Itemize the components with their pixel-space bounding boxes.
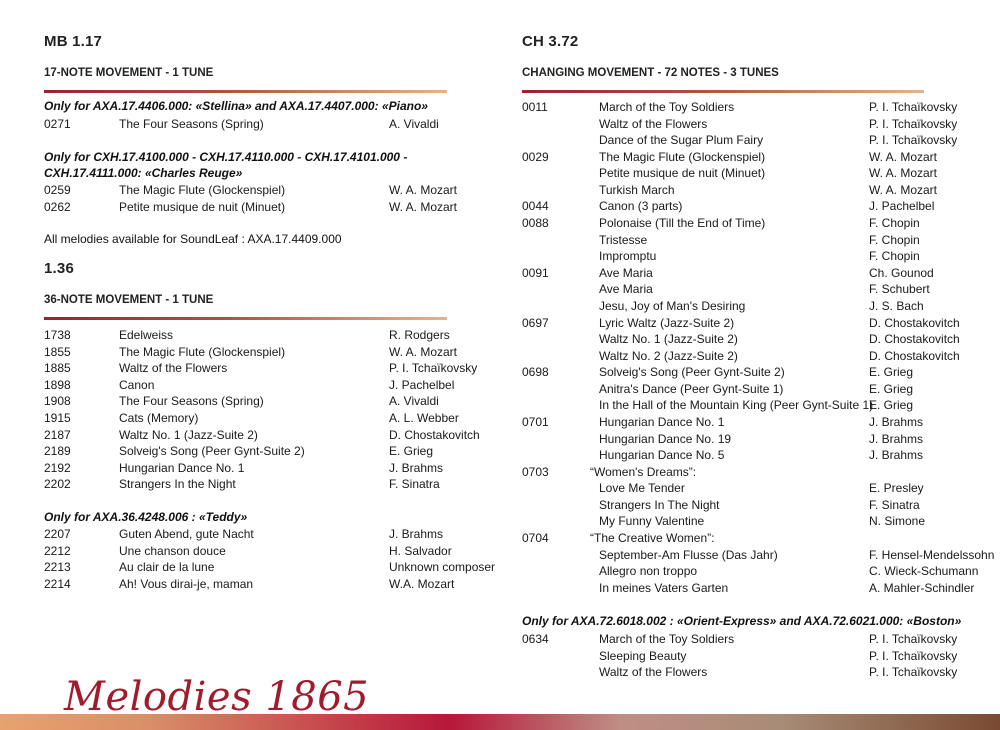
tune-title: Solveig's Song (Peer Gynt-Suite 2) bbox=[119, 444, 305, 459]
composer-name: J. S. Bach bbox=[869, 298, 924, 313]
melody-row bbox=[44, 199, 500, 216]
tune-code: 0701 bbox=[522, 414, 549, 429]
melody-row bbox=[522, 497, 1000, 514]
melody-row bbox=[522, 116, 1000, 133]
composer-name: W. A. Mozart bbox=[869, 182, 938, 197]
tune-code: 2202 bbox=[44, 477, 71, 492]
composer-name: W. A. Mozart bbox=[869, 166, 938, 181]
tune-title: Hungarian Dance No. 1 bbox=[119, 460, 245, 475]
tune-code: 0271 bbox=[44, 117, 71, 131]
section-subtitle-changing: CHANGING MOVEMENT - 72 NOTES - 3 TUNES bbox=[522, 67, 779, 79]
composer-name: F. Chopin bbox=[869, 216, 920, 231]
tune-code: 2192 bbox=[44, 460, 71, 475]
composer-name: H. Salvador bbox=[389, 543, 452, 558]
tune-title: Waltz of the Flowers bbox=[599, 116, 708, 131]
tune-title: In meines Vaters Garten bbox=[599, 580, 729, 595]
divider-rule bbox=[522, 90, 924, 93]
tune-title: Hungarian Dance No. 5 bbox=[599, 448, 725, 463]
tune-code: 0044 bbox=[522, 199, 549, 214]
tune-title: Sleeping Beauty bbox=[599, 648, 687, 663]
composer-name: D. Chostakovitch bbox=[869, 332, 960, 347]
tune-title: Waltz of the Flowers bbox=[119, 361, 228, 376]
tune-code: 1855 bbox=[44, 344, 71, 359]
melody-list bbox=[522, 99, 1000, 596]
tune-title: Strangers In The Night bbox=[599, 497, 720, 512]
composer-name: J. Brahms bbox=[869, 414, 924, 429]
melody-row bbox=[44, 526, 500, 543]
melody-row bbox=[522, 580, 1000, 597]
tune-code: 2214 bbox=[44, 576, 71, 591]
tune-title: In the Hall of the Mountain King (Peer Gynt-Suite 1) bbox=[599, 398, 874, 413]
tune-title: Jesu, Joy of Man's Desiring bbox=[599, 298, 746, 313]
composer-name: E. Grieg bbox=[869, 381, 914, 396]
melody-row bbox=[522, 530, 1000, 547]
tune-code: 0088 bbox=[522, 216, 549, 231]
composer-name: F. Sinatra bbox=[869, 497, 920, 512]
melody-row bbox=[522, 331, 1000, 348]
tune-title: Waltz No. 1 (Jazz-Suite 2) bbox=[119, 427, 258, 442]
tune-title: Ah! Vous dirai-je, maman bbox=[119, 576, 254, 591]
composer-name: A. Mahler-Schindler bbox=[869, 580, 975, 595]
tune-title: Tristesse bbox=[599, 232, 648, 247]
tune-title: Petite musique de nuit (Minuet) bbox=[599, 166, 766, 181]
melody-row bbox=[522, 547, 1000, 564]
melody-row bbox=[44, 410, 500, 427]
tune-code: 2187 bbox=[44, 427, 71, 442]
divider-rule bbox=[44, 90, 447, 93]
tune-title: March of the Toy Soldiers bbox=[599, 632, 735, 646]
composer-name: R. Rodgers bbox=[389, 328, 450, 342]
tune-title: Canon bbox=[119, 377, 155, 392]
melody-row bbox=[522, 431, 1000, 448]
melody-row bbox=[44, 327, 500, 344]
composer-name: P. I. Tchaïkovsky bbox=[869, 100, 958, 114]
tune-title: Turkish March bbox=[599, 182, 675, 197]
melody-row bbox=[522, 182, 1000, 199]
composer-name: Unknown composer bbox=[389, 560, 496, 575]
section-title-ch-3-72: CH 3.72 bbox=[522, 33, 579, 50]
tune-title: Ave Maria bbox=[599, 265, 653, 280]
melody-row bbox=[522, 132, 1000, 149]
tune-code: 1898 bbox=[44, 377, 71, 392]
composer-name: D. Chostakovitch bbox=[869, 348, 960, 363]
tune-title: March of the Toy Soldiers bbox=[599, 100, 735, 114]
tune-title: Canon (3 parts) bbox=[599, 199, 683, 214]
tune-title: Strangers In the Night bbox=[119, 477, 236, 492]
tune-title: The Magic Flute (Glockenspiel) bbox=[119, 344, 286, 359]
melody-row bbox=[522, 563, 1000, 580]
melody-row bbox=[522, 198, 1000, 215]
tune-title: Waltz No. 2 (Jazz-Suite 2) bbox=[599, 348, 738, 363]
melody-row bbox=[44, 476, 500, 493]
melody-row bbox=[522, 265, 1000, 282]
composer-name: J. Brahms bbox=[389, 527, 444, 541]
composer-name: F. Schubert bbox=[869, 282, 930, 297]
tune-code: 2207 bbox=[44, 527, 71, 541]
tune-code: 0091 bbox=[522, 265, 549, 280]
tune-code: 2213 bbox=[44, 560, 71, 575]
composer-name: J. Brahms bbox=[389, 460, 444, 475]
melody-list bbox=[44, 182, 500, 215]
composer-name: W. A. Mozart bbox=[869, 149, 938, 164]
composer-name: P. I. Tchaïkovsky bbox=[869, 133, 958, 148]
melody-list bbox=[522, 631, 1000, 681]
melody-row bbox=[522, 298, 1000, 315]
composer-name: J. Brahms bbox=[869, 431, 924, 446]
tune-code: 0259 bbox=[44, 183, 71, 197]
composer-name: W. A. Mozart bbox=[389, 344, 458, 359]
tune-title: Hungarian Dance No. 1 bbox=[599, 414, 725, 429]
section-title-mb-1-17: MB 1.17 bbox=[44, 33, 103, 50]
divider-rule bbox=[44, 317, 447, 320]
composer-name: J. Pachelbel bbox=[869, 199, 935, 214]
tune-title: Petite musique de nuit (Minuet) bbox=[119, 199, 286, 214]
composer-name: D. Chostakovitch bbox=[869, 315, 960, 330]
melody-row bbox=[44, 559, 500, 576]
composer-name: P. I. Tchaïkovsky bbox=[869, 648, 958, 663]
melody-row bbox=[44, 182, 500, 199]
composer-name: W.A. Mozart bbox=[389, 576, 455, 591]
composer-name: Ch. Gounod bbox=[869, 265, 934, 280]
composer-name: E. Grieg bbox=[389, 444, 434, 459]
melody-row bbox=[44, 377, 500, 394]
melody-list bbox=[44, 526, 500, 592]
tune-code: 1908 bbox=[44, 394, 71, 409]
tune-code: 2189 bbox=[44, 444, 71, 459]
melody-row bbox=[44, 344, 500, 361]
composer-name: J. Pachelbel bbox=[389, 377, 455, 392]
tune-code: 0703 bbox=[522, 464, 549, 479]
availability-note: Only for AXA.17.4406.000: «Stellina» and AXA.17.4407.000: «Piano» bbox=[44, 99, 428, 113]
melody-row bbox=[44, 443, 500, 460]
composer-name: A. Vivaldi bbox=[389, 117, 439, 131]
composer-name: F. Hensel-Mendelssohn bbox=[869, 547, 995, 562]
availability-note: Only for AXA.36.4248.006 : «Teddy» bbox=[44, 510, 248, 524]
composer-name: E. Grieg bbox=[869, 398, 914, 413]
tune-code: 2212 bbox=[44, 543, 71, 558]
tune-title: Au clair de la lune bbox=[119, 560, 215, 575]
tune-title: Waltz No. 1 (Jazz-Suite 2) bbox=[599, 332, 738, 347]
composer-name: N. Simone bbox=[869, 514, 926, 529]
melody-row bbox=[44, 543, 500, 560]
composer-name: J. Brahms bbox=[869, 448, 924, 463]
melody-list bbox=[44, 327, 500, 493]
availability-note-cont: CXH.17.4111.000: «Charles Reuge» bbox=[44, 166, 243, 180]
composer-name: E. Presley bbox=[869, 481, 924, 496]
melody-row bbox=[522, 99, 1000, 116]
tune-title: Anitra's Dance (Peer Gynt-Suite 1) bbox=[599, 381, 784, 396]
tune-title: The Magic Flute (Glockenspiel) bbox=[119, 183, 286, 197]
tune-title: Ave Maria bbox=[599, 282, 653, 297]
tune-title: Allegro non troppo bbox=[599, 564, 698, 579]
tune-code: 1738 bbox=[44, 328, 71, 342]
melody-row bbox=[522, 149, 1000, 166]
melody-row bbox=[522, 397, 1000, 414]
tune-title: Waltz of the Flowers bbox=[599, 665, 708, 680]
tune-title: Guten Abend, gute Nacht bbox=[119, 527, 254, 541]
tune-title: The Magic Flute (Glockenspiel) bbox=[599, 149, 766, 164]
melody-row bbox=[44, 576, 500, 593]
tune-title: September-Am Flusse (Das Jahr) bbox=[599, 547, 778, 562]
melody-row bbox=[522, 348, 1000, 365]
tune-title: Une chanson douce bbox=[119, 543, 226, 558]
melody-row bbox=[44, 460, 500, 477]
section-subtitle-36-note: 36-NOTE MOVEMENT - 1 TUNE bbox=[44, 294, 214, 306]
footer-title: Melodies 1865 bbox=[64, 674, 370, 720]
melody-row bbox=[522, 447, 1000, 464]
melody-row bbox=[522, 315, 1000, 332]
melody-row bbox=[44, 360, 500, 377]
composer-name: P. I. Tchaïkovsky bbox=[869, 116, 958, 131]
tune-code: 0634 bbox=[522, 632, 549, 646]
tune-code: 0029 bbox=[522, 149, 549, 164]
tune-title: The Four Seasons (Spring) bbox=[119, 117, 264, 131]
tune-code: 0704 bbox=[522, 531, 549, 546]
melody-row bbox=[522, 364, 1000, 381]
composer-name: E. Grieg bbox=[869, 365, 914, 380]
tune-title: Impromptu bbox=[599, 249, 657, 264]
group-label: “Women's Dreams”: bbox=[590, 464, 697, 479]
composer-name: A. L. Webber bbox=[389, 410, 459, 425]
composer-name: W. A. Mozart bbox=[389, 183, 458, 197]
tune-code: 0697 bbox=[522, 315, 549, 330]
tune-title: Edelweiss bbox=[119, 328, 174, 342]
composer-name: W. A. Mozart bbox=[389, 199, 458, 214]
tune-title: My Funny Valentine bbox=[599, 514, 705, 529]
availability-note: Only for AXA.72.6018.002 : «Orient-Express» and AXA.72.6021.000: «Boston» bbox=[522, 614, 962, 628]
tune-code: 0262 bbox=[44, 199, 71, 214]
melody-list bbox=[44, 116, 500, 133]
melody-row bbox=[522, 165, 1000, 182]
melody-row bbox=[44, 427, 500, 444]
melody-row bbox=[44, 393, 500, 410]
tune-code: 0698 bbox=[522, 365, 549, 380]
tune-code: 1885 bbox=[44, 361, 71, 376]
group-label: “The Creative Women”: bbox=[590, 531, 715, 546]
tune-title: Hungarian Dance No. 19 bbox=[599, 431, 732, 446]
melody-row bbox=[522, 215, 1000, 232]
composer-name: F. Chopin bbox=[869, 232, 920, 247]
melody-row bbox=[522, 480, 1000, 497]
tune-title: Dance of the Sugar Plum Fairy bbox=[599, 133, 764, 148]
section-title-1-36: 1.36 bbox=[44, 260, 74, 277]
composer-name: P. I. Tchaïkovsky bbox=[869, 632, 958, 646]
melody-row bbox=[522, 381, 1000, 398]
melody-row bbox=[522, 664, 1000, 681]
melody-row bbox=[522, 281, 1000, 298]
tune-title: The Four Seasons (Spring) bbox=[119, 394, 264, 409]
tune-title: Cats (Memory) bbox=[119, 410, 199, 425]
tune-code: 1915 bbox=[44, 410, 71, 425]
composer-name: C. Wieck-Schumann bbox=[869, 564, 979, 579]
melody-row bbox=[522, 648, 1000, 665]
melody-row bbox=[522, 513, 1000, 530]
section-subtitle-17-note: 17-NOTE MOVEMENT - 1 TUNE bbox=[44, 67, 214, 79]
composer-name: F. Chopin bbox=[869, 249, 920, 264]
soundleaf-note: All melodies available for SoundLeaf : AXA.17.4409.000 bbox=[44, 232, 342, 246]
composer-name: D. Chostakovitch bbox=[389, 427, 480, 442]
tune-title: Polonaise (Till the End of Time) bbox=[599, 216, 766, 231]
tune-title: Solveig's Song (Peer Gynt-Suite 2) bbox=[599, 365, 785, 380]
melody-row bbox=[522, 248, 1000, 265]
tune-title: Love Me Tender bbox=[599, 481, 685, 496]
melody-row bbox=[522, 464, 1000, 481]
composer-name: P. I. Tchaïkovsky bbox=[869, 665, 958, 680]
availability-note: Only for CXH.17.4100.000 - CXH.17.4110.000 - CXH.17.4101.000 - bbox=[44, 150, 408, 164]
melody-row bbox=[522, 631, 1000, 648]
melody-row bbox=[522, 414, 1000, 431]
tune-title: Lyric Waltz (Jazz-Suite 2) bbox=[599, 315, 735, 330]
melody-row bbox=[44, 116, 500, 133]
melody-row bbox=[522, 232, 1000, 249]
tune-code: 0011 bbox=[522, 100, 548, 114]
composer-name: P. I. Tchaïkovsky bbox=[389, 361, 478, 376]
composer-name: F. Sinatra bbox=[389, 477, 440, 492]
composer-name: A. Vivaldi bbox=[389, 394, 439, 409]
